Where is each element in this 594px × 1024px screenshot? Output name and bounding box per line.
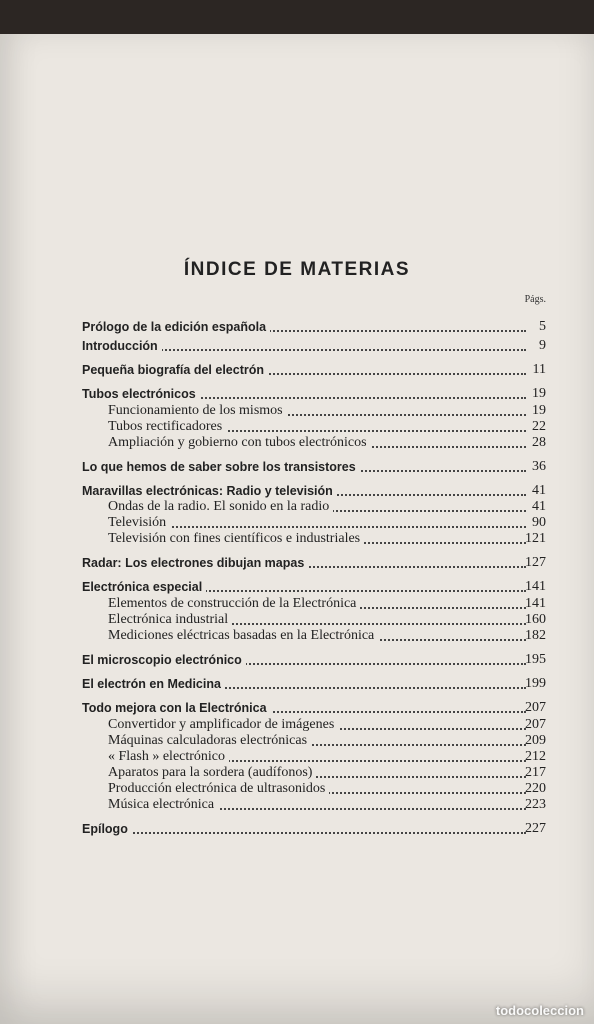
toc-entry-page: 141 [525,579,546,594]
toc-entry-title: Música electrónica [108,797,218,813]
toc-entry-title: Radar: Los electrones dibujan mapas [82,555,308,571]
toc-entry-page: 22 [532,419,546,434]
toc-chapter-entry [0,579,594,595]
toc-chapter-entry [0,362,594,378]
dot-leader [108,526,526,528]
toc-entry-title: « Flash » electrónico [108,749,229,765]
toc-entry-page: 121 [525,531,546,546]
toc-entry-page: 207 [525,700,546,715]
watermark: todocoleccion [495,1003,584,1018]
toc-entry-title: Epílogo [82,821,132,837]
toc-entry-title: Aparatos para la sordera (audífonos) [108,765,316,781]
toc-chapter-entry [0,319,594,335]
toc-entry-title: Elementos de construcción de la Electrónica [108,596,360,612]
toc-section-entry [0,765,594,781]
page-title: ÍNDICE DE MATERIAS [183,259,411,280]
toc-entry-title: El microscopio electrónico [82,652,246,668]
toc-chapter-entry [0,555,594,571]
toc-entry-page: 11 [532,362,546,377]
toc-entry-title: Maravillas electrónicas: Radio y televisión [82,483,337,499]
toc-entry-title: Funcionamiento de los mismos [108,403,287,419]
toc-entry-page: 90 [532,515,546,530]
toc-entry-page: 209 [525,733,546,748]
toc-section-entry [0,733,594,749]
toc-section-entry [0,797,594,813]
toc-entry-page: 217 [525,765,546,780]
toc-entry-title: Introducción [82,338,162,354]
toc-section-entry [0,596,594,612]
toc-section-entry [0,531,594,547]
pages-column-header: Págs. [524,294,546,305]
toc-section-entry [0,403,594,419]
toc-entry-title: Prólogo de la edición española [82,319,270,335]
toc-entry-page: 220 [525,781,546,796]
toc-entry-page: 160 [525,612,546,627]
toc-entry-page: 182 [525,628,546,643]
toc-section-entry [0,499,594,515]
toc-chapter-entry [0,821,594,837]
toc-entry-title: Convertidor y amplificador de imágenes [108,717,338,733]
toc-entry-title: Electrónica industrial [108,612,232,628]
toc-section-entry [0,749,594,765]
toc-entry-page: 199 [525,676,546,691]
toc-section-entry [0,419,594,435]
toc-entry-page: 41 [532,499,546,514]
toc-chapter-entry [0,459,594,475]
toc-entry-title: Producción electrónica de ultrasonidos [108,781,329,797]
toc-chapter-entry [0,483,594,499]
toc-entry-page: 195 [525,652,546,667]
toc-section-entry [0,628,594,644]
toc-section-entry [0,781,594,797]
toc-chapter-entry [0,652,594,668]
toc-chapter-entry [0,386,594,402]
toc-entry-page: 212 [525,749,546,764]
toc-entry-title: Televisión con fines científicos e industriales [108,531,364,547]
toc-entry-title: Tubos rectificadores [108,419,226,435]
toc-section-entry [0,515,594,531]
toc-entry-title: Tubos electrónicos [82,386,200,402]
toc-entry-page: 207 [525,717,546,732]
toc-section-entry [0,435,594,451]
toc-entry-page: 227 [525,821,546,836]
toc-chapter-entry [0,676,594,692]
dot-leader [82,832,526,834]
toc-section-entry [0,717,594,733]
toc-entry-page: 28 [532,435,546,450]
book-page [0,34,594,1024]
toc-entry-page: 141 [525,596,546,611]
toc-entry-page: 223 [525,797,546,812]
toc-entry-page: 127 [525,555,546,570]
toc-entry-title: Todo mejora con la Electrónica [82,700,271,716]
toc-entry-page: 19 [532,403,546,418]
toc-entry-title: Ondas de la radio. El sonido en la radio [108,499,333,515]
toc-section-entry [0,612,594,628]
toc-entry-page: 5 [539,319,546,334]
toc-entry-page: 41 [532,483,546,498]
toc-entry-page: 9 [539,338,546,353]
toc-chapter-entry [0,700,594,716]
toc-entry-title: Pequeña biografía del electrón [82,362,268,378]
toc-entry-title: Máquinas calculadoras electrónicas [108,733,311,749]
toc-entry-page: 36 [532,459,546,474]
toc-entry-page: 19 [532,386,546,401]
toc-entry-title: El electrón en Medicina [82,676,225,692]
toc-entry-title: Lo que hemos de saber sobre los transistores [82,459,360,475]
toc-entry-title: Mediciones eléctricas basadas en la Electrónica [108,628,378,644]
toc-chapter-entry [0,338,594,354]
toc-entry-title: Ampliación y gobierno con tubos electrónicos [108,435,371,451]
toc-entry-title: Televisión [108,515,170,531]
toc-entry-title: Electrónica especial [82,579,206,595]
